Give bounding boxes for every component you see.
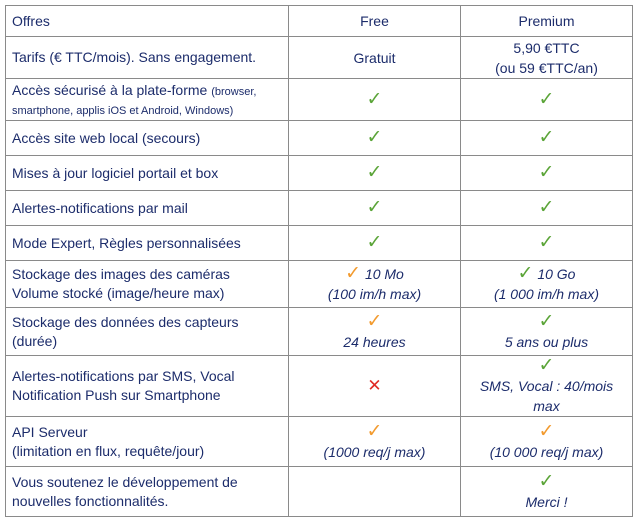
check-icon: ✓ <box>366 420 383 442</box>
free-price: Gratuit <box>289 37 461 79</box>
premium-storage-rate: (1 000 im/h max) <box>493 286 600 302</box>
check-icon: ✓ <box>538 355 555 376</box>
row-label: Mises à jour logiciel portail et box <box>6 156 289 191</box>
header-premium: Premium <box>461 6 633 37</box>
row-label-line: API Serveur <box>12 423 88 440</box>
free-empty-cell <box>289 467 461 517</box>
table-row-soutien <box>6 467 633 517</box>
row-label-line: (limitation en flux, requête/jour) <box>12 442 205 459</box>
free-storage-rate: (100 im/h max) <box>327 286 422 302</box>
table-header-row <box>6 6 633 37</box>
check-icon: ✓ <box>366 162 383 183</box>
premium-price <box>461 37 633 79</box>
row-label-line: Stockage des images des caméras <box>12 266 230 282</box>
row-label-line: Stockage des données des capteurs <box>12 313 239 330</box>
header-offers: Offres <box>6 6 289 37</box>
free-storage-volume: 10 Mo <box>364 266 404 282</box>
check-icon: ✓ <box>366 88 383 110</box>
row-label <box>6 79 289 121</box>
check-icon: ✓ <box>538 232 555 253</box>
premium-support <box>461 467 633 517</box>
free-image-storage <box>289 261 461 308</box>
offers-comparison-table <box>5 5 633 517</box>
row-label <box>6 356 289 417</box>
premium-storage-volume: 10 Go <box>537 266 576 282</box>
check-icon: ✓ <box>517 263 534 284</box>
header-free: Free <box>289 6 461 37</box>
row-label-line: (durée) <box>12 332 58 349</box>
row-label: Accès site web local (secours) <box>6 121 289 156</box>
row-label: Tarifs (€ TTC/mois). Sans engagement. <box>6 37 289 79</box>
check-icon: ✓ <box>538 420 555 442</box>
table-row-site-local <box>6 121 633 156</box>
table-row-api-serveur <box>6 417 633 467</box>
free-api-limit <box>289 417 461 467</box>
check-icon: ✓ <box>538 310 555 332</box>
table-row-mises-a-jour <box>6 156 633 191</box>
free-duration: 24 heures <box>343 333 406 350</box>
premium-duration: 5 ans ou plus <box>504 333 589 350</box>
check-icon: ✓ <box>538 197 555 218</box>
row-label: Alertes-notifications par mail <box>6 191 289 226</box>
premium-price-monthly: 5,90 €TTC <box>513 39 580 56</box>
check-icon: ✓ <box>366 232 383 253</box>
premium-sms-limit <box>461 356 633 417</box>
row-label: Mode Expert, Règles personnalisées <box>6 226 289 261</box>
row-label-line: Vous soutenez le développement de <box>12 473 238 490</box>
premium-api-limit <box>461 417 633 467</box>
row-label-main: Accès sécurisé à la plate-forme <box>12 81 208 98</box>
table-row-stockage-capteurs <box>6 308 633 356</box>
free-sensor-storage <box>289 308 461 356</box>
check-icon: ✓ <box>366 310 383 332</box>
table-row-mode-expert <box>6 226 633 261</box>
premium-sms-quota: SMS, Vocal : 40/mois max <box>479 378 614 414</box>
table-row-alertes-sms <box>6 356 633 417</box>
check-icon: ✓ <box>345 263 362 284</box>
check-icon: ✓ <box>366 197 383 218</box>
row-label <box>6 261 289 308</box>
row-label-line: Volume stocké (image/heure max) <box>12 285 225 301</box>
row-label-detail-2: smartphone, applis iOS et Android, Windows) <box>12 104 234 117</box>
premium-image-storage <box>461 261 633 308</box>
check-icon: ✓ <box>538 88 555 110</box>
premium-api-quota: (10 000 req/j max) <box>489 443 604 460</box>
row-label <box>6 467 289 517</box>
row-label-detail-1: (browser, <box>211 85 257 98</box>
check-icon: ✓ <box>538 127 555 148</box>
check-icon: ✓ <box>366 127 383 148</box>
check-icon: ✓ <box>538 470 555 492</box>
table-row-alertes-mail <box>6 191 633 226</box>
premium-sensor-storage <box>461 308 633 356</box>
row-label-line: Alertes-notifications par SMS, Vocal <box>12 368 235 384</box>
check-icon: ✓ <box>538 162 555 183</box>
premium-price-yearly: (ou 59 €TTC/an) <box>495 59 598 76</box>
premium-thanks: Merci ! <box>525 493 568 510</box>
row-label-line: nouvelles fonctionnalités. <box>12 492 169 509</box>
row-label <box>6 308 289 356</box>
cross-icon: ✕ <box>367 376 382 395</box>
row-label-line: Notification Push sur Smartphone <box>12 387 221 403</box>
table-row-acces-securise <box>6 79 633 121</box>
table-row-stockage-images <box>6 261 633 308</box>
table-row-tarifs <box>6 37 633 79</box>
free-api-quota: (1000 req/j max) <box>323 443 426 460</box>
row-label <box>6 417 289 467</box>
